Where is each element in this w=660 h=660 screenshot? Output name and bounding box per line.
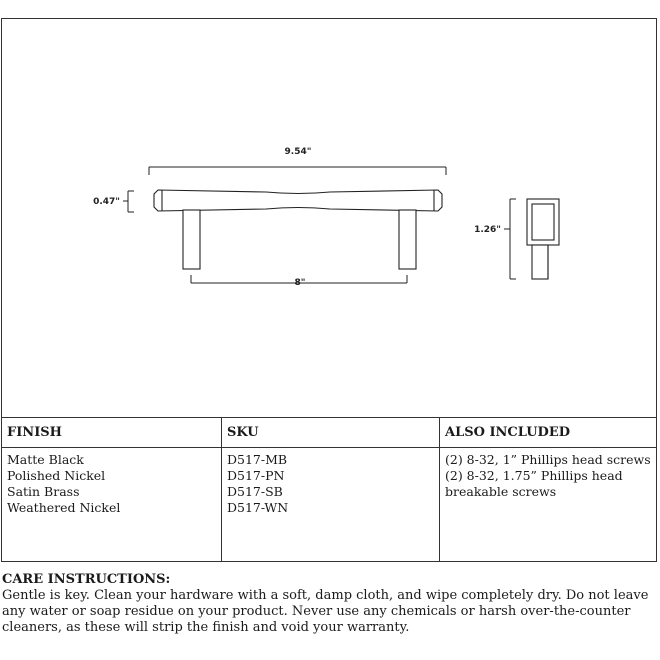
finish-item: Weathered Nickel bbox=[7, 500, 121, 515]
overall-length-dimension bbox=[149, 167, 446, 175]
handle-side-view bbox=[527, 199, 559, 279]
included-item: (2) 8-32, 1” Phillips head screws bbox=[445, 452, 651, 467]
care-instructions bbox=[2, 572, 658, 636]
spec-table bbox=[2, 417, 656, 562]
overall-length-label: 9.54" bbox=[284, 147, 312, 157]
sku-column bbox=[222, 418, 440, 562]
finish-header: FINISH bbox=[2, 418, 221, 448]
bar-thickness-label: 0.47" bbox=[93, 197, 120, 207]
sku-item: D517-MB bbox=[227, 452, 288, 467]
projection-dimension bbox=[504, 199, 516, 279]
finish-column bbox=[2, 418, 222, 562]
sku-item: D517-SB bbox=[227, 484, 283, 499]
center-to-center-label: 8" bbox=[294, 278, 306, 288]
spec-sheet-frame bbox=[1, 18, 657, 562]
care-body: Gentle is key. Clean your hardware with a soft, damp cloth, and wipe completely dry. Do not leave any water or soap residue on your product. Never use any chemicals or harsh over-the-counter cleaners, as these will strip the finish and void your warranty. bbox=[2, 588, 649, 635]
included-item: breakable screws bbox=[445, 484, 557, 499]
finish-item: Matte Black bbox=[7, 452, 84, 467]
included-item: (2) 8-32, 1.75” Phillips head bbox=[445, 468, 623, 483]
sku-header: SKU bbox=[222, 418, 439, 448]
technical-drawing bbox=[2, 19, 656, 417]
handle-front-view bbox=[154, 190, 442, 269]
also-included-header: ALSO INCLUDED bbox=[440, 418, 656, 448]
also-included-column bbox=[440, 418, 656, 562]
projection-label: 1.26" bbox=[474, 225, 501, 235]
bar-thickness-dimension bbox=[123, 191, 134, 212]
care-title: CARE INSTRUCTIONS: bbox=[2, 572, 171, 587]
finish-item: Satin Brass bbox=[7, 484, 80, 499]
sku-item: D517-PN bbox=[227, 468, 285, 483]
finish-item: Polished Nickel bbox=[7, 468, 106, 483]
sku-item: D517-WN bbox=[227, 500, 289, 515]
